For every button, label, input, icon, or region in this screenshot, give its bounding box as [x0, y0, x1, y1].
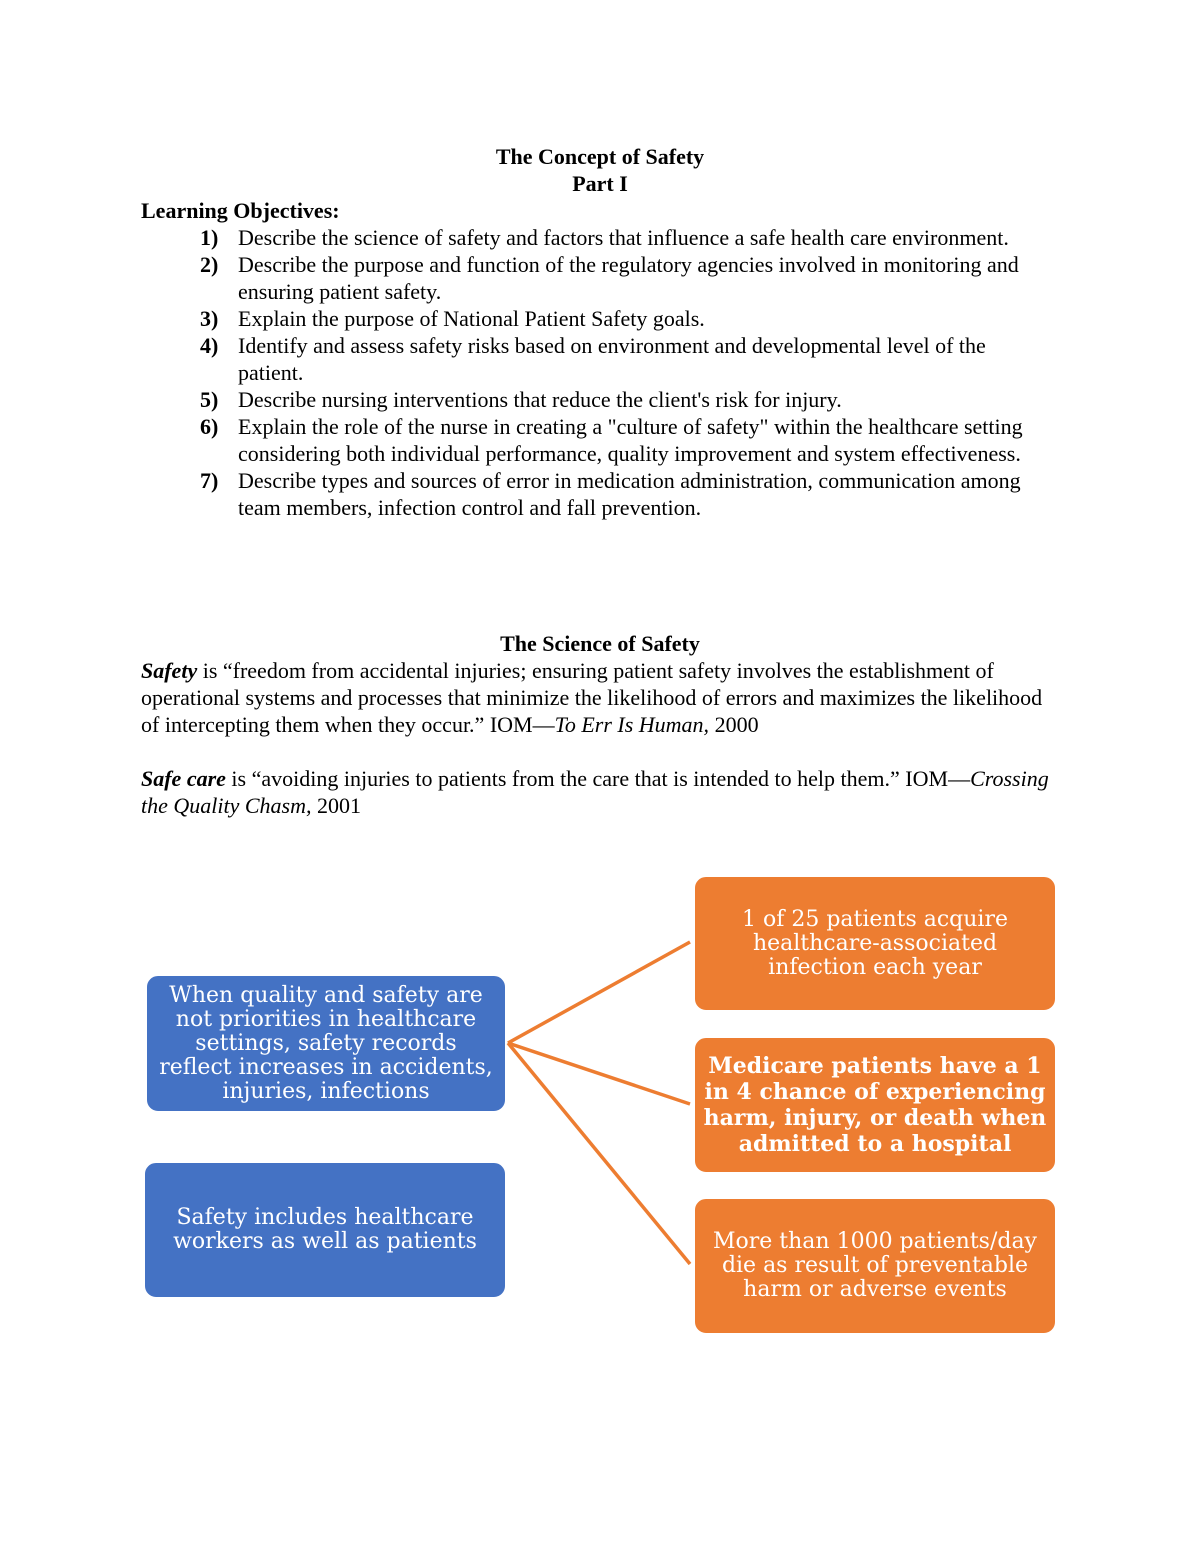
- safety-definition-text: is “freedom from accidental injuries; ensuring patient safety involves the establishment of operational systems and processes that minimize the likelihood of errors and maximizes the likelihood of intercepting them when they occur.” IOM—: [141, 658, 1043, 737]
- document-part: Part I: [572, 171, 628, 196]
- list-text: Describe the science of safety and factors that influence a safe health care environment.: [238, 225, 1009, 250]
- healthcare-workers-text: Safety includes healthcare workers as well as patients: [173, 1205, 477, 1254]
- list-text: Describe nursing interventions that reduce the client's risk for injury.: [238, 387, 842, 412]
- list-number: 5): [200, 387, 219, 412]
- list-number: 7): [200, 468, 219, 493]
- safety-source: To Err Is Human,: [554, 712, 710, 737]
- document-title: The Concept of Safety: [495, 144, 705, 169]
- safe-care-term: Safe care: [141, 766, 226, 791]
- list-text: Describe types and sources of error in medication administration, communication among team members, infection control and fall prevention.: [238, 468, 1021, 520]
- healthcare-workers-box: [144, 1162, 506, 1298]
- safe-care-source: Crossing the Quality Chasm,: [141, 766, 1049, 818]
- list-number: 3): [200, 306, 219, 331]
- safe-care-definition-text: is “avoiding injuries to patients from the care that is intended to help them.” IOM—: [225, 766, 971, 791]
- list-number: 6): [200, 414, 219, 439]
- list-text: Explain the role of the nurse in creating a "culture of safety" within the healthcare setting considering both individual performance, quality improvement and system effectiveness.: [238, 414, 1023, 466]
- deaths-stat-box: [694, 1198, 1056, 1334]
- deaths-stat-text: More than 1000 patients/day die as result of preventable harm or adverse events: [712, 1229, 1037, 1302]
- connector-line: [508, 942, 690, 1043]
- infection-stat-box: [694, 876, 1056, 1011]
- safe-care-year: 2001: [311, 793, 361, 818]
- infection-stat-text: 1 of 25 patients acquire healthcare-associated infection each year: [741, 906, 1008, 980]
- list-text: Identify and assess safety risks based on environment and developmental level of the patient.: [238, 333, 986, 385]
- list-text: Describe the purpose and function of the regulatory agencies involved in monitoring and ensuring patient safety.: [238, 252, 1019, 304]
- list-number: 1): [200, 225, 219, 250]
- connector-line: [508, 1043, 690, 1264]
- science-heading: The Science of Safety: [500, 631, 700, 656]
- quality-safety-box: [146, 975, 506, 1112]
- quality-safety-text: When quality and safety are not priorities in healthcare settings, safety records reflect increases in accidents, injuries, infections: [159, 982, 493, 1104]
- list-number: 2): [200, 252, 219, 277]
- medicare-stat-text: Medicare patients have a 1 in 4 chance of experiencing harm, injury, or death when admitted to a hospital: [703, 1053, 1047, 1157]
- list-text: Explain the purpose of National Patient Safety goals.: [238, 306, 705, 331]
- medicare-stat-box: [694, 1037, 1056, 1173]
- list-number: 4): [200, 333, 219, 358]
- safety-term: Safety: [141, 658, 198, 683]
- safety-year: 2000: [709, 712, 759, 737]
- objectives-heading: Learning Objectives:: [141, 198, 340, 223]
